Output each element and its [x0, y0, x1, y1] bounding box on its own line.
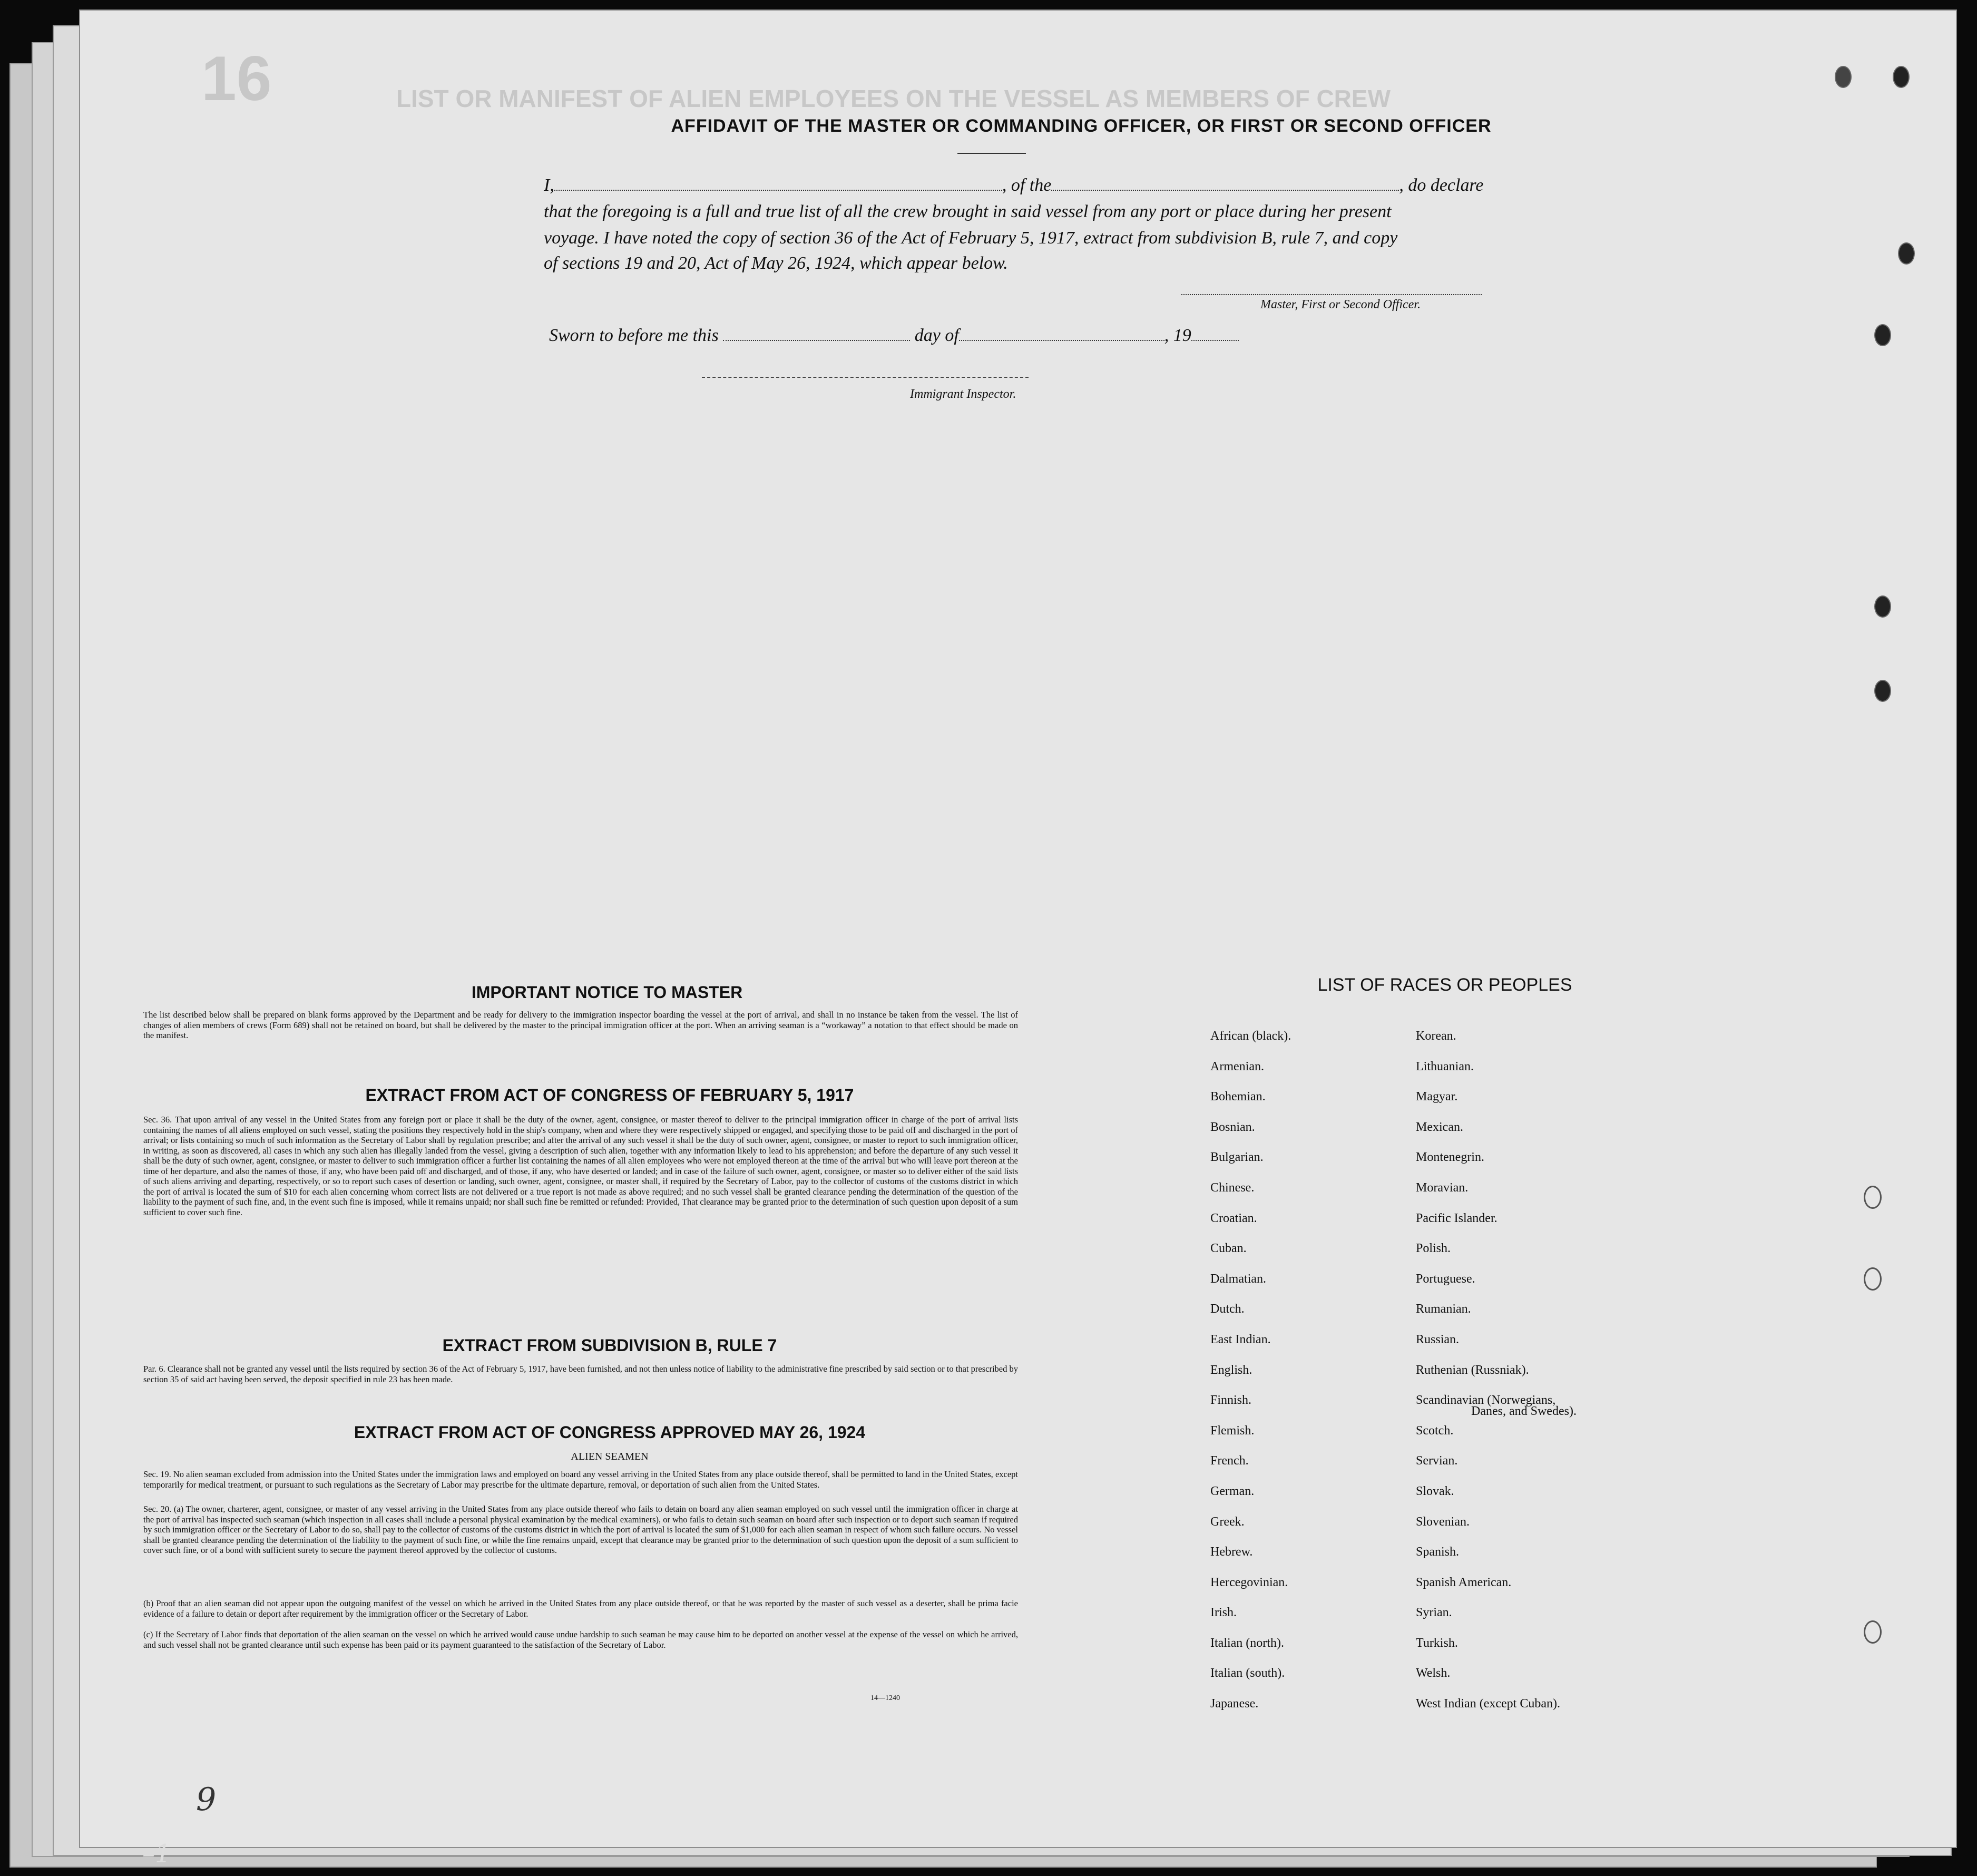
race-item: Ruthenian (Russniak).: [1416, 1363, 1529, 1377]
race-item: Russian.: [1416, 1332, 1460, 1346]
sworn-line: [549, 324, 1239, 347]
name-blank: [554, 184, 1002, 191]
declaration-line-4: of sections 19 and 20, Act of May 26, 1924, which appear below.: [544, 253, 1008, 273]
race-item: African (black).: [1210, 1029, 1291, 1043]
race-item: Dalmatian.: [1210, 1272, 1266, 1286]
race-item: Flemish.: [1210, 1423, 1255, 1438]
race-item: Armenian.: [1210, 1059, 1264, 1073]
affidavit-title: AFFIDAVIT OF THE MASTER OR COMMANDING OFFICER, OR FIRST OR SECOND OFFICER: [671, 116, 1492, 136]
race-item: Montenegrin.: [1416, 1150, 1484, 1165]
binder-hole: [1864, 1620, 1882, 1644]
declaration-line-1: [544, 174, 1484, 197]
race-item: Scandinavian (Norwegians,: [1416, 1393, 1556, 1408]
race-item-continuation: Danes, and Swedes).: [1471, 1404, 1577, 1418]
day-of-label: day of: [914, 326, 959, 345]
race-item: Spanish.: [1416, 1545, 1460, 1559]
binder-hole: [1874, 324, 1891, 346]
race-item: Slovenian.: [1416, 1515, 1470, 1529]
extract-1924-title: EXTRACT FROM ACT OF CONGRESS APPROVED MAY 26, 1924: [354, 1423, 866, 1442]
race-item: Italian (north).: [1210, 1636, 1284, 1650]
manifest-back-page: [79, 9, 1957, 1848]
binder-hole: [1864, 1267, 1882, 1291]
race-item: Turkish.: [1416, 1636, 1458, 1650]
race-item: Bosnian.: [1210, 1120, 1255, 1134]
sworn-label: Sworn to before me this: [549, 326, 719, 345]
race-item: Croatian.: [1210, 1211, 1257, 1225]
declaration-line-3: voyage. I have noted the copy of section 36 of the Act of February 5, 1917, extract from subdivision B, rule 7, and copy: [544, 228, 1398, 248]
race-item: Syrian.: [1416, 1606, 1452, 1620]
handwritten-page-number: 9: [196, 1781, 217, 1818]
race-item: Cuban.: [1210, 1242, 1247, 1256]
race-item: Welsh.: [1416, 1666, 1451, 1680]
inspector-caption: Immigrant Inspector.: [910, 387, 1016, 401]
master-signature-line: [1181, 294, 1482, 295]
race-item: Mexican.: [1416, 1120, 1463, 1134]
race-item: Hercegovinian.: [1210, 1575, 1288, 1589]
race-item: Scotch.: [1416, 1423, 1454, 1438]
race-item: Chinese.: [1210, 1180, 1255, 1195]
race-item: Bohemian.: [1210, 1090, 1266, 1104]
race-item: Korean.: [1416, 1029, 1456, 1043]
race-item: Polish.: [1416, 1242, 1451, 1256]
race-item: East Indian.: [1210, 1332, 1271, 1346]
title-rule: [957, 153, 1026, 154]
race-item: German.: [1210, 1484, 1255, 1498]
race-item: Japanese.: [1210, 1697, 1259, 1711]
race-item: Moravian.: [1416, 1180, 1469, 1195]
binder-hole: [1874, 595, 1891, 618]
extract-rule7-text: Par. 6. Clearance shall not be granted any vessel until the lists required by section 36 of the Act of February 5, 1917, have been furnished, and not then unless notice of liability to the administrative fine prescribed by said section or to that prescribed by section 35 of said act having been served, the deposit specified in rule 23 has been made.: [143, 1364, 1018, 1384]
master-signature-caption: Master, First or Second Officer.: [1260, 298, 1421, 311]
race-item: Bulgarian.: [1210, 1150, 1264, 1165]
extract-1924-sec19: Sec. 19. No alien seaman excluded from admission into the United States under the immigration laws and employed on board any vessel arriving in the United States from any place outside thereof, shall be permitted to land in the United States, except temporarily for medical treatment, or pursuant to such regulations as the Secretary of Labor may prescribe for the ultimate departure, removal, or deportation of such alien from the United States.: [143, 1469, 1018, 1490]
races-right-column: [1416, 1021, 1560, 1719]
race-item: Dutch.: [1210, 1302, 1245, 1316]
folio-number: 16: [201, 43, 272, 114]
bleed-through-header: LIST OR MANIFEST OF ALIEN EMPLOYEES ON THE VESSEL AS MEMBERS OF CREW: [396, 85, 1391, 112]
race-item: Italian (south).: [1210, 1666, 1285, 1680]
extract-1924-sec20b: (b) Proof that an alien seaman did not appear upon the outgoing manifest of the vessel on which he arrived in the United States from any place outside thereof, or that he was reported by the master of such vessel as a deserter, shall be prima facie evidence of a failure to detain or deport after requirement by the immigration officer or the Secretary of Labor.: [143, 1598, 1018, 1619]
form-number: 14—1240: [870, 1694, 900, 1702]
race-item: West Indian (except Cuban).: [1416, 1697, 1560, 1711]
binder-hole: [1864, 1186, 1882, 1209]
race-item: Irish.: [1210, 1606, 1237, 1620]
month-blank: [959, 335, 1164, 341]
notice-text: The list described below shall be prepared on blank forms approved by the Department and be ready for delivery to the immigration inspector boarding the vessel at the port of arrival, and shall in no instance be taken from the vessel. The list of changes of alien members of crews (Form 689) shall not be retained on board, but shall be delivered by the master to the principal immigration officer at the port. When an arriving seaman is a “workaway” a notation to that effect should be made on the manifest.: [143, 1010, 1018, 1040]
races-left-column: [1210, 1021, 1291, 1719]
corner-mark: –1: [142, 1839, 171, 1869]
declaration-of: , of the: [1002, 175, 1052, 195]
race-item: Magyar.: [1416, 1090, 1458, 1104]
races-title: LIST OF RACES OR PEOPLES: [1317, 975, 1572, 995]
alien-seamen-subtitle: ALIEN SEAMEN: [571, 1451, 649, 1462]
declaration-end: , do declare: [1399, 175, 1484, 195]
extract-1917-text: Sec. 36. That upon arrival of any vessel in the United States from any foreign port or place it shall be the duty of the owner, agent, consignee, or master thereof to deliver to the principal immigration officer in charge of the port of arrival lists containing the names of all aliens employed on such vessel, stating the positions they respectively hold in the ship's company, when and where they were respectively shipped or engaged, and specifying those to be paid off and discharged in the port of arrival; or lists containing so much of such information as the Secretary of Labor shall by regulation prescribe; and after the arrival of any such vessel it shall be the duty of such owner, agent, consignee, or master to report to such immigration officer, in writing, as soon as discovered, all cases in which any such alien has illegally landed from the vessel, giving a description of such alien, together with any information likely to lead to his apprehension; and before the departure of any such vessel it shall be the duty of such owner, agent, consignee, or master to deliver to such immigration officer a further list containing the names of all alien employees who were not employed thereon at the time of the arrival but who will leave port thereon at the time of her departure, and also the names of those, if any, who have been paid off and discharged, and of those, if any, who have deserted or landed; and in case of the failure of such owner, agent, consignee, or master so to deliver either of the said lists of such aliens arriving and departing, respectively, or so to report such cases of desertion or landing, such owner, agent, consignee, or master shall, if required by the Secretary of Labor, pay to the collector of customs of the customs district in which the port of arrival is located the sum of $10 for each alien concerning whom correct lists are not delivered or a true report is not made as above required; and no such vessel shall be granted clearance pending the determination of the question of the liability to the payment of such fine, and, in the event such fine is imposed, while it remains unpaid; nor shall such fine be remitted or refunded: Provided, That clearance may be granted prior to the determination of such question upon deposit of a sum sufficient to cover such fine.: [143, 1115, 1018, 1217]
binder-hole: [1898, 242, 1915, 265]
race-item: French.: [1210, 1454, 1249, 1468]
vessel-blank: [1051, 184, 1399, 191]
binder-hole: [1874, 680, 1891, 702]
inspector-signature-line: [702, 377, 1029, 378]
extract-1924-sec20a: Sec. 20. (a) The owner, charterer, agent, consignee, or master of any vessel arriving in the United States from any place outside thereof who fails to detain on board any alien seaman employed on such vessel until the immigration officer in charge at the port of arrival has inspected such seaman (which inspection in all cases shall include a personal physical examination by the medical examiners), or who fails to detain such seaman on board after such inspection or to deport such seaman if required by such immigration officer or the Secretary of Labor to do so, shall pay to the collector of customs of the customs district in which the port of arrival is located the sum of $1,000 for each alien seaman in respect of whom such failure occurs. No vessel shall be granted clearance pending the determination of the liability to the payment of such fine, or while the fine remains unpaid, except that clearance may be granted prior to the determination of such question upon the deposit of a sum sufficient to cover such fine, or of a bond with sufficient surety to secure the payment thereof approved by the collector of customs.: [143, 1504, 1018, 1555]
extract-1924-sec20c: (c) If the Secretary of Labor finds that deportation of the alien seaman on the vessel on which he arrived would cause undue hardship to such seaman he may cause him to be deported on another vessel at the expense of the vessel on which he arrived, and such vessel shall not be granted clearance until such expense has been paid or its payment guaranteed to the satisfaction of the Secretary of Labor.: [143, 1629, 1018, 1650]
declaration-line-2: that the foregoing is a full and true list of all the crew brought in said vessel from any port or place during her present: [544, 202, 1392, 221]
race-item: Servian.: [1416, 1454, 1458, 1468]
race-item: Finnish.: [1210, 1393, 1252, 1408]
race-item: Greek.: [1210, 1515, 1245, 1529]
day-blank: [723, 335, 910, 341]
race-item: Slovak.: [1416, 1484, 1454, 1498]
race-item: Pacific Islander.: [1416, 1211, 1498, 1225]
year-label: , 19: [1164, 326, 1191, 345]
race-item: Spanish American.: [1416, 1575, 1512, 1589]
extract-1917-title: EXTRACT FROM ACT OF CONGRESS OF FEBRUARY 5, 1917: [365, 1086, 854, 1105]
race-item: Portuguese.: [1416, 1272, 1475, 1286]
race-item: Rumanian.: [1416, 1302, 1471, 1316]
declaration-i: I,: [544, 175, 554, 195]
race-item: Lithuanian.: [1416, 1059, 1474, 1073]
binder-hole: [1835, 66, 1852, 88]
race-item: Hebrew.: [1210, 1545, 1253, 1559]
binder-hole: [1893, 66, 1910, 88]
notice-title: IMPORTANT NOTICE TO MASTER: [471, 983, 743, 1002]
extract-rule7-title: EXTRACT FROM SUBDIVISION B, RULE 7: [442, 1336, 777, 1355]
race-item: English.: [1210, 1363, 1252, 1377]
year-blank: [1191, 335, 1239, 341]
